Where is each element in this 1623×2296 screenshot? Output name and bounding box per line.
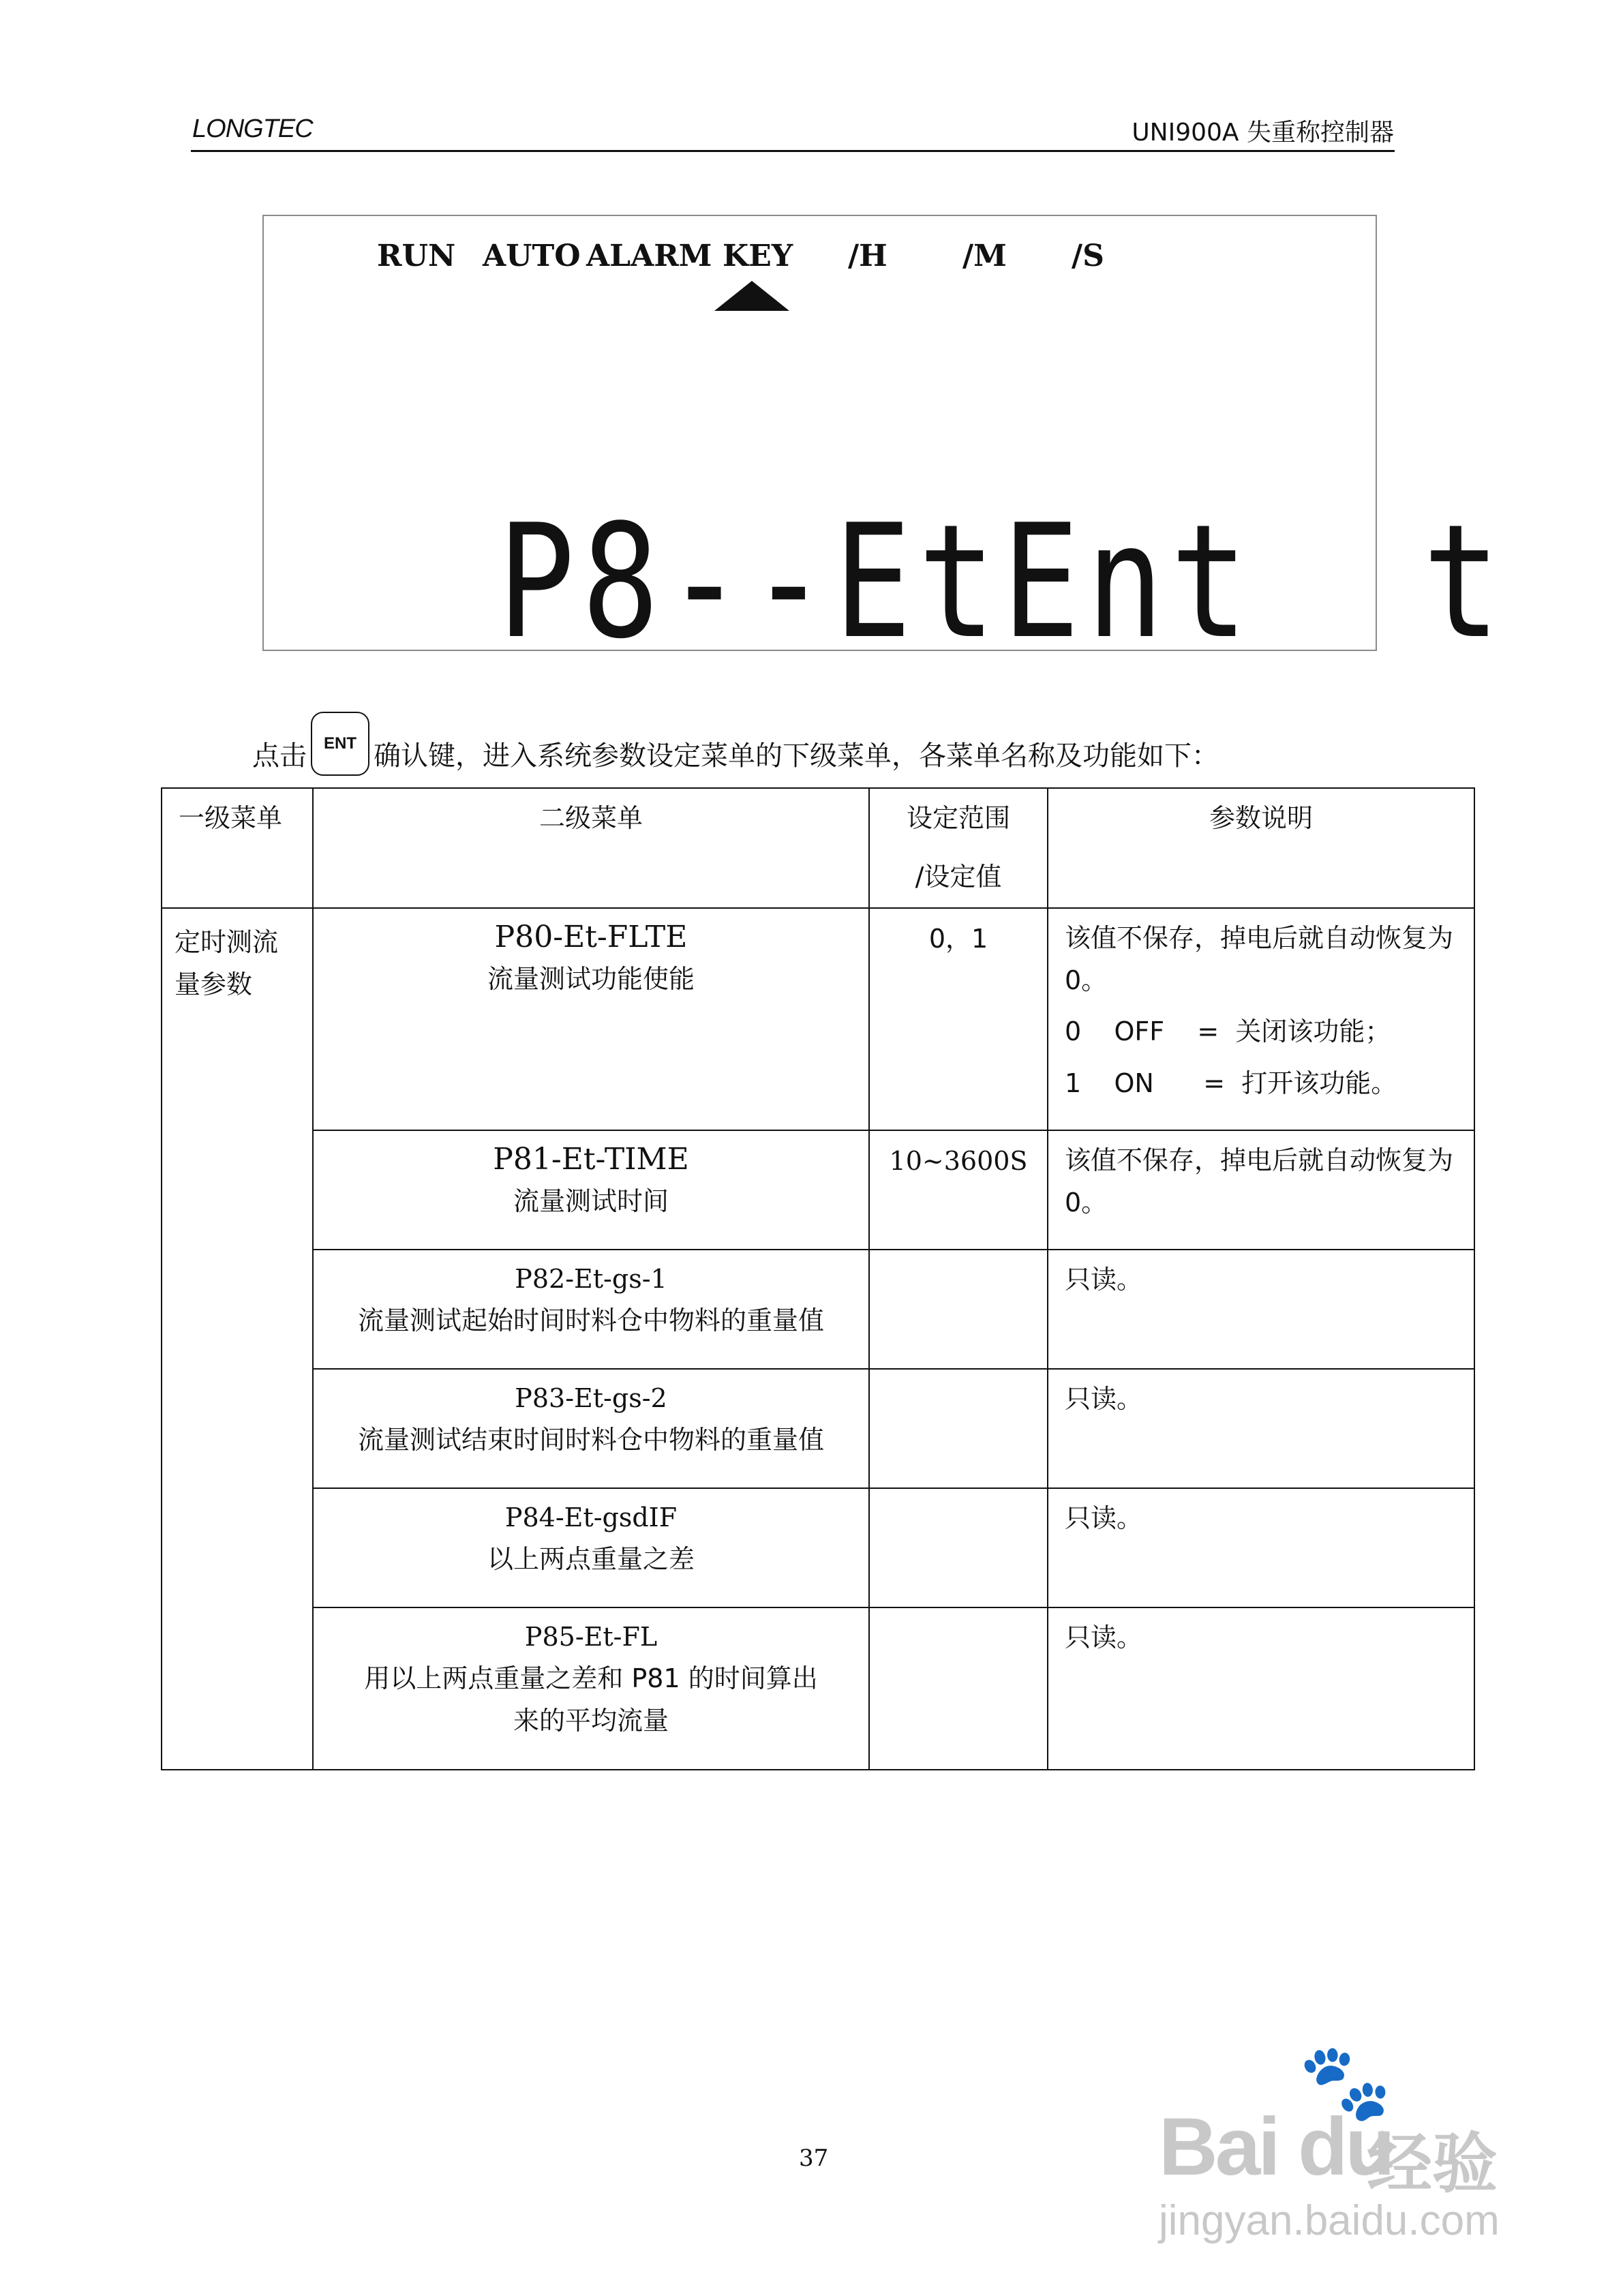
submenu-cell [313, 908, 869, 1130]
range-cell [869, 1607, 1048, 1770]
header-brand: LONGTEC [192, 115, 313, 143]
range-cell [869, 1250, 1048, 1369]
note-cell: 只读。 [1048, 1607, 1474, 1770]
header-desc: 参数说明 [1048, 788, 1474, 908]
note-text: 该值不保存，掉电后就自动恢复为 0。 [1065, 923, 1454, 995]
range-cell [869, 1488, 1048, 1607]
param-name: 流量测试时间 [513, 1186, 669, 1216]
watermark-logo: Bai du [1159, 2101, 1393, 2192]
parameter-table [161, 787, 1475, 1770]
instruction-line [252, 721, 1219, 785]
param-name: 以上两点重量之差 [487, 1544, 695, 1574]
instruction-before: 点击 [252, 740, 307, 772]
lcd-indicator-second: /S [1072, 239, 1104, 273]
watermark-logo-cn: 经验 [1367, 2126, 1498, 2202]
header-level2: 二级菜单 [313, 788, 869, 908]
note-cell: 只读。 [1048, 1488, 1474, 1607]
table-row [162, 908, 1474, 1130]
lcd-indicator-hour: /H [848, 239, 888, 273]
header-range [869, 788, 1048, 908]
lcd-indicator-alarm: ALARM [586, 239, 712, 273]
page-number: 37 [799, 2145, 829, 2172]
triangle-up-icon [714, 281, 789, 311]
range-cell: 10~3600S [869, 1130, 1048, 1250]
param-code: P83-Et-gs-2 [515, 1383, 667, 1413]
lcd-indicator-auto: AUTO [483, 239, 581, 273]
header-divider [191, 150, 1395, 152]
param-name: 流量测试功能使能 [487, 964, 695, 994]
param-code: P80-Et-FLTE [494, 920, 688, 954]
instruction-after: 确认键，进入系统参数设定菜单的下级菜单，各菜单名称及功能如下： [374, 740, 1219, 772]
note-cell [1048, 908, 1474, 1130]
ent-key-icon: ENT [311, 712, 369, 776]
header-range-line1: 设定范围 [906, 803, 1010, 833]
param-name: 用以上两点重量之差和 P81 的时间算出来的平均流量 [364, 1663, 818, 1736]
header-title: UNI900A 失重称控制器 [1132, 119, 1394, 147]
range-cell: 0，1 [869, 908, 1048, 1130]
option-off: 0 OFF = 关闭该功能； [1065, 1016, 1391, 1046]
header-level1: 一级菜单 [162, 788, 313, 908]
note-cell: 该值不保存，掉电后就自动恢复为 0。 [1048, 1130, 1474, 1250]
watermark-url: jingyan.baidu.com [1159, 2197, 1500, 2244]
param-name: 流量测试结束时间时料仓中物料的重量值 [357, 1425, 824, 1455]
submenu-cell [313, 1130, 869, 1250]
table-row [162, 1488, 1474, 1607]
note-cell: 只读。 [1048, 1369, 1474, 1488]
lcd-indicator-key: KEY [723, 239, 793, 273]
header-range-line2: /设定值 [915, 862, 1002, 892]
param-code: P85-Et-FL [524, 1622, 658, 1652]
param-name: 流量测试起始时间时料仓中物料的重量值 [357, 1305, 824, 1335]
submenu-cell [313, 1250, 869, 1369]
range-cell [869, 1369, 1048, 1488]
submenu-cell [313, 1607, 869, 1770]
submenu-cell [313, 1369, 869, 1488]
submenu-cell [313, 1488, 869, 1607]
table-row [162, 1607, 1474, 1770]
table-row [162, 1369, 1474, 1488]
table-row [162, 1130, 1474, 1250]
lcd-indicator-run: RUN [377, 239, 456, 273]
table-row [162, 1250, 1474, 1369]
param-code: P82-Et-gs-1 [515, 1264, 667, 1294]
category-cell: 定时测流量参数 [162, 908, 313, 1770]
note-cell: 只读。 [1048, 1250, 1474, 1369]
param-code: P81-Et-TIME [493, 1142, 689, 1177]
lcd-indicator-minute: /M [962, 239, 1007, 273]
param-code: P84-Et-gsdIF [504, 1502, 678, 1532]
table-header-row [162, 788, 1474, 908]
lcd-main-readout: P8--EtEnt t [498, 492, 1507, 674]
option-on: 1 ON = 打开该功能。 [1065, 1068, 1397, 1098]
paw-icon: 🐾 [1299, 2038, 1392, 2126]
